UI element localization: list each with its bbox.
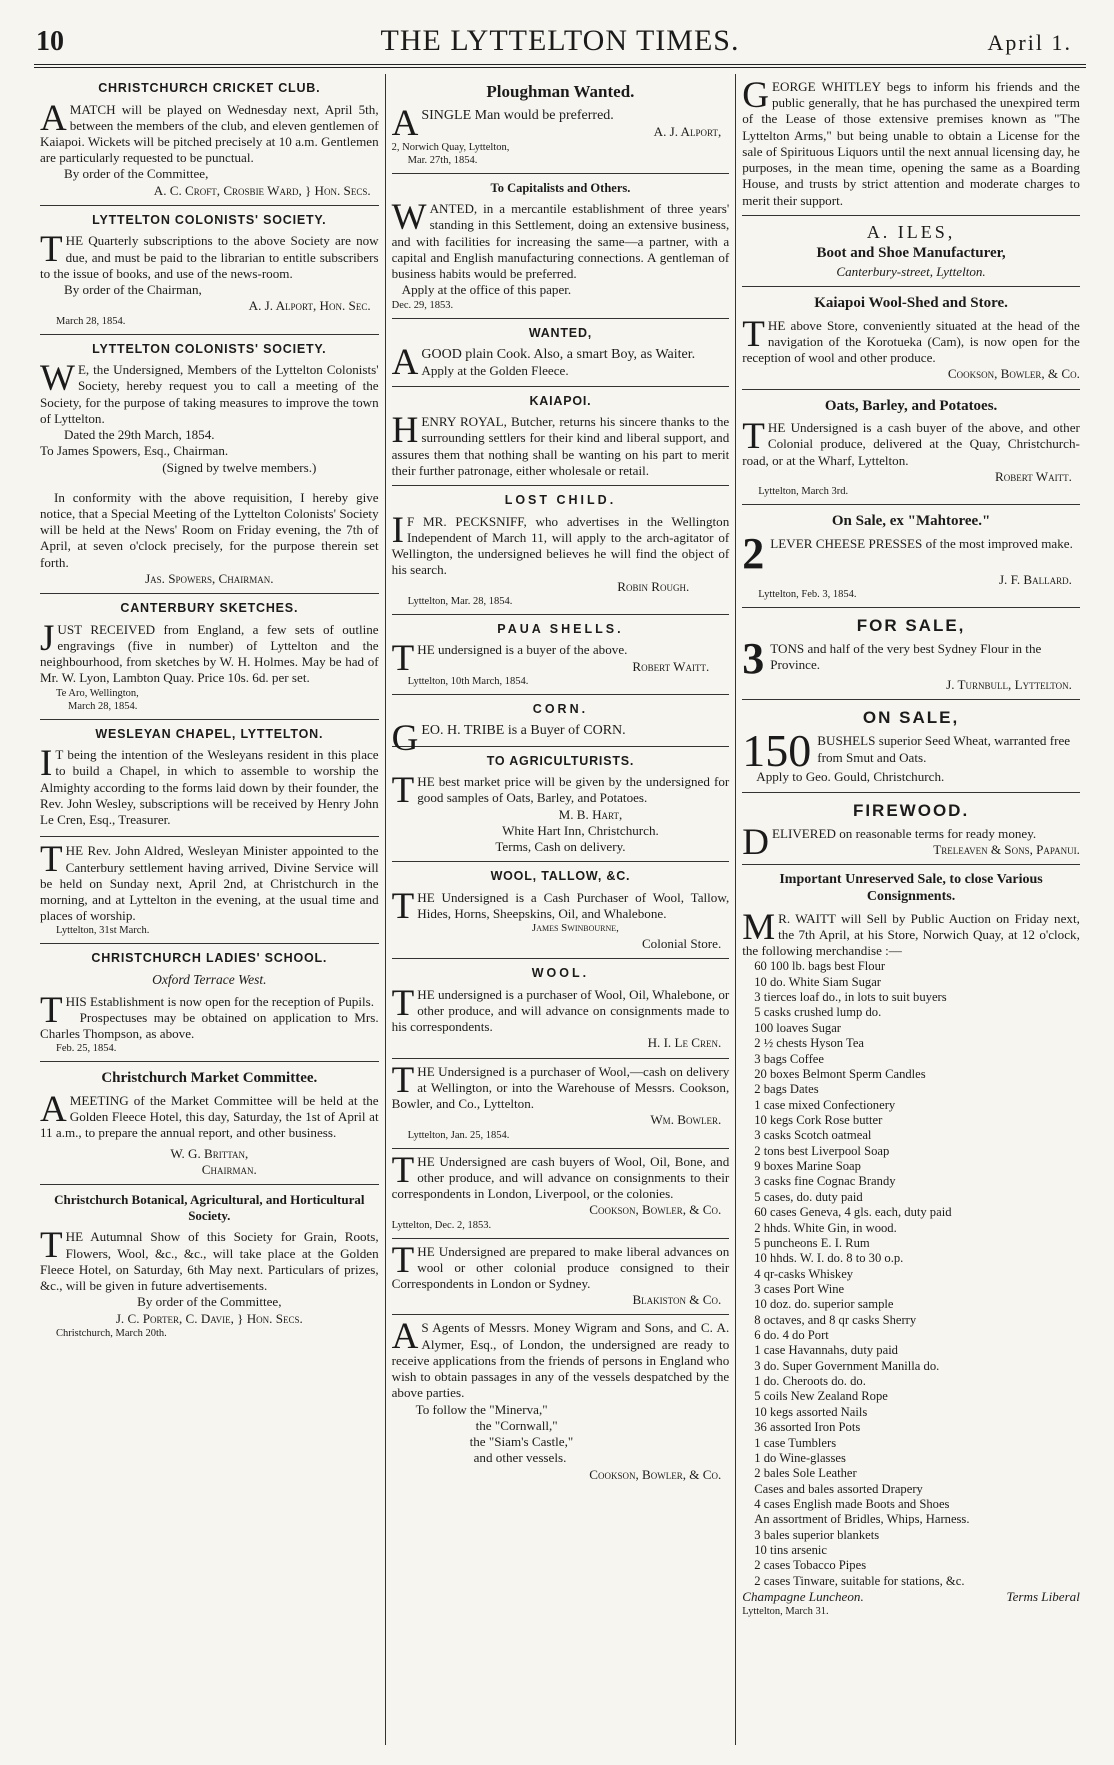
ad-heading: CORN. [532,701,589,716]
auction-terms: Terms Liberal [1006,1589,1080,1605]
ad-lost-child [392,486,730,615]
ad-to: To James Spowers, Esq., Chairman. [40,443,229,459]
ad-heading: Christchurch Botanical, Agricultural, and Horticultural Society. [54,1192,365,1224]
page-number: 10 [36,26,64,57]
auction-lot-item: 1 do. Cheroots do. do. [754,1374,866,1389]
ad-cheese-presses [742,505,1080,608]
ad-body: THE Quarterly subscriptions to the above Society are now due, and must be paid to the librarian to entitle subscribers to the issue of books, and use of the news-room. [40,229,379,281]
ad-signature: Treleaven & Sons, Papanui. [933,841,1080,857]
ad-heading: Oats, Barley, and Potatoes. [824,397,998,414]
ad-heading: PAUA SHELLS. [497,621,624,636]
ad-body: GEO. H. TRIBE is a Buyer of CORN. [391,718,626,760]
ad-heading: CHRISTCHURCH CRICKET CLUB. [98,81,321,95]
auction-lot-item: 3 tierces loaf do., in lots to suit buyers [754,990,947,1005]
ad-date: Lyttelton, March 3rd. [758,486,849,498]
ad-heading: WANTED, [528,325,593,340]
ad-place: Te Aro, Wellington, [56,687,139,699]
ad-date: Lyttelton, 31st March. [56,925,150,937]
newspaper-title: THE LYTTELTON TIMES. [380,24,740,57]
auction-lot-item: 2 tons best Liverpool Soap [754,1143,890,1158]
ad-heading: WOOL. [531,966,590,981]
masthead-rule [34,64,1086,68]
ad-signature-address: Colonial Store. [641,935,722,951]
ad-subheading: Oxford Terrace West. [152,971,267,987]
ad-market-committee [40,1062,379,1185]
ad-signature: A. J. Alport, [653,124,722,140]
auction-lot-item: 2 cases Tobacco Pipes [754,1558,867,1573]
ad-body: JUST RECEIVED from England, a few sets of outline engravings (five in number) of Lyttelton and the neighbourhood, from sketches by W. H. Holmes. May be had of Mr. W. Lyon, Lambton Quay. Price 10s. 6d. per set. [40,617,379,686]
ad-heading: FOR SALE, [856,615,966,635]
ad-date: Lyttelton, 10th March, 1854. [407,675,529,687]
auction-footer [742,1589,1080,1605]
ad-whitley [742,74,1080,216]
auction-lot-item: 1 do Wine-glasses [754,1450,846,1465]
auction-lot-item: 5 puncheons E. I. Rum [754,1235,870,1250]
ad-body: THE best market price will be given by the undersigned for good samples of Oats, Barley, and Potatoes. [391,770,730,812]
ad-auction [742,865,1080,1624]
ad-signature: A. C. Croft, Crosbie Ward, } Hon. Secs. [153,182,371,198]
ad-firewood [742,793,1080,866]
ad-signature: Blakiston & Co. [632,1292,722,1308]
auction-lot-item: 2 hhds. White Gin, in wood. [754,1220,897,1235]
ad-heading: On Sale, ex "Mahtoree." [831,513,991,530]
auction-lot-item: 10 hhds. W. I. do. 8 to 30 o.p. [754,1251,904,1266]
ad-address: Canterbury-street, Lyttelton. [836,263,986,279]
ad-body: IT being the intention of the Wesleyans resident in this place to build a Chapel, in which to assemble to worship the Almighty according to the forms laid down by their founder, the Rev. John Wesley, subscriptions will be received by Henry John Le Cren, Esq., Treasurer. [40,743,379,828]
ad-blakiston [392,1239,730,1316]
masthead [34,22,1086,60]
ad-date: Christchurch, March 20th. [56,1327,167,1339]
auction-lot-item: 2 bales Sole Leather [754,1466,857,1481]
ad-signature: Cookson, Bowler, & Co. [589,1202,722,1218]
auction-lot-item: 60 cases Geneva, 4 gls. each, duty paid [754,1205,952,1220]
auction-lot-item: Cases and bales assorted Drapery [754,1481,923,1496]
ad-body: THE undersigned is a purchaser of Wool, Oil, Whalebone, or other produce, and will advance on consignments made to his correspondents. [391,982,730,1035]
ad-quantity: 2 [742,535,765,572]
ad-order: By order of the Committee, [64,166,209,182]
ad-body: IF MR. PECKSNIFF, who advertises in the Wellington Independent of March 11, will apply to the arch-agitator of Wellington, the undersigned believes he will find the object of his search. [391,509,730,578]
ad-heading: Important Unreserved Sale, to close Various Consignments. [779,872,1043,904]
auction-lot-item: 1 case Tumblers [754,1435,837,1450]
auction-lot-item: 3 bales superior blankets [754,1527,880,1542]
ad-address: 2, Norwich Quay, Lyttelton, [391,141,510,153]
ad-signature: Robin Rough. [617,578,690,594]
auction-lot-item: 8 octaves, and 8 qr casks Sherry [754,1312,917,1327]
ad-body: THE Undersigned is a cash buyer of the above, and other Colonial produce, delivered at the Quay, Christchurch-road, or at the Wharf, Lyttelton. [742,416,1080,468]
ad-colonists-meeting [40,335,379,595]
ad-body: THE Autumnal Show of this Society for Grain, Roots, Flowers, Wool, &c., &c., will take place at the Golden Fleece Hotel, on Saturday, 6th May next. Particulars of prizes, &c., will be given in future advertisements. [40,1225,379,1294]
auction-lot-item: 1 case Havannahs, duty paid [754,1343,898,1358]
ad-order: By order of the Committee, [137,1294,282,1310]
ad-body: ASINGLE Man would be preferred. [391,103,614,145]
ad-ladies-school [40,944,379,1062]
ad-date: Lyttelton, March 31. [742,1606,829,1618]
ad-ship-2: the "Cornwall," [475,1417,558,1433]
ad-body: THE Undersigned is a Cash Purchaser of Wool, Tallow, Hides, Horns, Sheepskins, Oil, and Whalebone. [391,885,730,927]
ad-order: By order of the Chairman, [64,282,202,298]
column-3 [735,74,1086,1745]
ad-heading: TO AGRICULTURISTS. [486,753,635,768]
auction-lot-item: 5 cases, do. duty paid [754,1189,863,1204]
ad-oats-barley [742,390,1080,506]
auction-lot-list [742,959,1080,1589]
auction-lot-item: 10 kegs assorted Nails [754,1404,868,1419]
ad-heading: Christchurch Market Committee. [101,1070,318,1087]
ad-heading: Ploughman Wanted. [486,82,635,101]
ad-canterbury-sketches [40,594,379,719]
ad-iles [742,216,1080,287]
ad-body: WE, the Undersigned, Members of the Lyttelton Colonists' Society, hereby request you to call a meeting of the Society, for the purpose of taking measures to improve the town of Lyttelton. [40,358,379,426]
ad-terms: Terms, Cash on delivery. [495,839,626,855]
auction-lot-item: 2 cases Tinware, suitable for stations, &c. [754,1573,965,1588]
ad-body: AS Agents of Messrs. Money Wigram and Sons, and C. A. Alymer, Esq., of London, the undersigned are ready to receive applications from the friends of persons in England who wish to obtain passages in any of the vessels despatched by the above parties. [391,1316,730,1401]
ad-heading: WESLEYAN CHAPEL, LYTTELTON. [95,726,324,741]
ad-body: THE Undersigned are prepared to make liberal advances on wool or other colonial produce consigned to their Correspondents in London or Sydney. [391,1239,730,1291]
auction-lot-item: 3 cases Port Wine [754,1281,845,1296]
auction-lot-item: 10 kegs Cork Rose butter [754,1113,883,1127]
ad-body: AGOOD plain Cook. Also, a smart Boy, as Waiter. [391,342,696,384]
column-2 [385,74,736,1745]
ad-colonists-subscriptions [40,206,379,335]
auction-lot-item: 100 loaves Sugar [754,1020,841,1035]
ad-body: THIS Establishment is now open for the reception of Pupils. [40,989,374,1031]
ad-quantity: 150 [742,733,812,770]
ad-heading: CHRISTCHURCH LADIES' SCHOOL. [91,951,328,966]
ad-heading: CANTERBURY SKETCHES. [120,601,299,616]
auction-lot-item: 3 casks fine Cognac Brandy [754,1174,896,1189]
ad-heading: FIREWOOD. [852,800,970,820]
ad-date: March 28, 1854. [68,700,138,712]
ad-wool-lecren [392,959,730,1058]
ad-date: Lyttelton, Dec. 2, 1853. [391,1219,492,1231]
ad-apply: Apply at the Golden Fleece. [421,363,569,379]
ad-on-sale-wheat [742,700,1080,792]
ad-ploughman [392,74,730,174]
auction-lot-item: 36 assorted Iron Pots [754,1420,861,1435]
auction-lot-item: An assortment of Bridles, Whips, Harness. [754,1512,970,1527]
ad-heading: KAIAPOI. [529,393,592,408]
issue-date: April 1. [987,30,1072,55]
ad-date: Mar. 27th, 1854. [407,154,478,166]
ad-body: WANTED, in a mercantile establishment of three years' standing in this Settlement, doing an extensive business, and with facilities for increasing the same—a partner, with a capital and English manufacturing connections. A gentleman of business habits would be preferred. [391,197,730,282]
ad-cricket-club [40,74,379,206]
ad-body: THE Undersigned are cash buyers of Wool, Oil, Bone, and other produce, and will advance on consignments to their correspondents in London, Liverpool, or the colonies. [391,1149,730,1202]
ad-heading: To Capitalists and Others. [490,180,631,195]
ad-signature: Jas. Spowers, Chairman. [145,570,274,586]
auction-lot-item: 20 boxes Belmont Sperm Candles [754,1066,926,1081]
ad-signature: J. C. Porter, C. Davie, } Hon. Secs. [115,1310,303,1326]
ad-wanted-cook [392,319,730,387]
ad-date: Lyttelton, Mar. 28, 1854. [407,595,513,607]
ad-notice: In conformity with the above requisition, I hereby give notice, that a Special Meeting of the Lyttelton Colonists' Society will be held at the News' Room on Friday evening, the 7th of April, at seven o'clock precisely, for the purpose therein set forth. [40,489,379,570]
ad-corn [391,695,730,760]
ad-body: DELIVERED on reasonable terms for ready money. [742,821,1037,863]
ad-follow: To follow the "Minerva," [415,1401,548,1417]
ad-capitalists [392,174,730,319]
ad-body: GEORGE WHITLEY begs to inform his friends and the public generally, that he has purchased the unexpired term of the Lease of those extensive premises known as "The Lyttelton Arms," but being unable to obtain a License for the sale of Spirituous Liquors until the next annual licensing day, he purposes, in the mean time, opening the same as a Boarding House, and trusts by strict attention and moderate charges to merit their support. [742,75,1080,208]
ad-body: MR. WAITT will Sell by Public Auction on Friday next, the 7th April, at his Store, Norwich Quay, at 12 o'clock, the following merchandise :— [742,906,1080,959]
ad-ship-4: and other vessels. [473,1450,567,1466]
column-1 [34,74,385,1745]
ad-cookson-buyers [392,1149,730,1239]
auction-lot-item: 3 do. Super Government Manilla do. [754,1358,940,1373]
ad-heading: Kaiapoi Wool-Shed and Store. [814,295,1008,312]
ad-signature: Robert Waitt. [632,658,710,674]
ad-signature: H. I. Le Cren. [647,1035,722,1051]
ad-dated: Dated the 29th March, 1854. [64,427,215,443]
ad-apply: Apply to Geo. Gould, Christchurch. [756,769,945,785]
ad-signature: Cookson, Bowler, & Co. [589,1466,722,1482]
ad-quantity: 3 [742,641,765,678]
ad-body: LEVER CHEESE PRESSES of the most improved make. [770,535,1073,551]
ad-signature: M. B. Hart, [558,806,623,822]
ad-body: AMEETING of the Market Committee will be held at the Golden Fleece Hotel, this day, Saturday, the 1st of April at 11 a.m., to prepare the annual report, and other business. [40,1089,379,1141]
auction-luncheon: Champagne Luncheon. [742,1589,864,1605]
ad-ship-3: the "Siam's Castle," [469,1434,574,1450]
auction-lot-item: 5 casks crushed lump do. [754,1005,882,1020]
auction-lot-item: 10 doz. do. superior sample [754,1297,894,1312]
ad-body: AMATCH will be played on Wednesday next, April 5th, between the members of the club, and eleven gentlemen of Kaiapoi. Wickets will be pitched precisely at 10 a.m. Gentlemen are particularly requested to be punctual. [40,97,379,166]
ad-body: TONS and half of the very best Sydney Flour in the Province. [770,641,1042,673]
ad-signature: Wm. Bowler. [650,1112,722,1128]
ad-heading: LYTTELTON COLONISTS' SOCIETY. [92,341,327,356]
auction-lot-item: 5 coils New Zealand Rope [754,1389,888,1404]
auction-lot-item: 2 bags Dates [754,1082,819,1097]
ad-signature: J. F. Ballard. [998,571,1072,587]
ad-body: THE undersigned is a buyer of the above. [391,638,628,680]
columns [34,74,1086,1745]
ad-heading: LYTTELTON COLONISTS' SOCIETY. [92,212,327,227]
ad-apply: Apply at the office of this paper. [401,282,572,298]
auction-lot-item: 6 do. 4 do Port [754,1328,829,1343]
auction-lot-item: 1 case mixed Confectionery [754,1097,896,1112]
ad-body: THE Undersigned is a purchaser of Wool,—cash on delivery at Wellington, or into the Warehouse of Messrs. Cookson, Bowler, and Co., Lyttelton. [391,1059,730,1112]
auction-lot-item: 4 qr-casks Whiskey [754,1266,854,1281]
ad-signature: James Swinbourne, [531,922,619,935]
ad-body-2: THE Rev. John Aldred, Wesleyan Minister appointed to the Canterbury settlement having arrived, Divine Service will be held on Sunday next, April 2nd, at Christchurch in the morning, and at Lyttelton in the evening, at the usual time and places of worship. [40,839,379,924]
ad-trade: Boot and Shoe Manufacturer, [816,245,1006,262]
ad-wesleyan-chapel [40,720,379,945]
ad-signature-title: Chairman. [201,1161,257,1177]
ad-signature: Cookson, Bowler, & Co. [947,366,1080,382]
ad-wool-shed [742,287,1080,390]
ad-date: March 28, 1854. [56,315,126,327]
ad-heading: WOOL, TALLOW, &C. [490,869,631,884]
ad-wool-tallow [392,862,730,959]
ad-heading: ON SALE, [862,708,960,728]
auction-lot-item: 2 ½ chests Hyson Tea [754,1036,865,1051]
ad-date: Dec. 29, 1853. [391,299,454,311]
ad-signature: W. G. Brittan, [170,1145,249,1161]
auction-lot-item: 10 do. White Siam Sugar [754,974,881,989]
ad-signature: Robert Waitt. [995,468,1072,484]
ad-signed: (Signed by twelve members.) [162,459,317,475]
ad-botanical-society [40,1185,379,1346]
auction-lot-item: 3 casks Scotch oatmeal [754,1128,872,1143]
ad-kaiapoi-butcher [392,387,730,486]
ad-body: THE above Store, conveniently situated at the head of the navigation of the Korotueka (Cam), is now open for the reception of wool and other produce. [742,313,1080,366]
auction-lot-item: 3 bags Coffee [754,1051,824,1066]
ad-wool-bowler [392,1059,730,1149]
auction-lot-item: 9 boxes Marine Soap [754,1159,861,1174]
ad-signature: J. Turnbull, Lyttelton. [946,677,1072,693]
ad-agriculturists [392,747,730,863]
ad-body: HENRY ROYAL, Butcher, returns his sincere thanks to the surrounding settlers for their kind and liberal support, and assures them that nothing shall be wanting on his part to merit their further patronage, either wholesale or retail. [391,410,730,478]
ad-body-2: Prospectuses may be obtained on application to Mrs. Charles Thompson, as above. [40,1009,379,1042]
ad-passage-agents [392,1315,730,1488]
ad-date: Lyttelton, Jan. 25, 1854. [407,1129,510,1141]
auction-lot-item: 60 100 lb. bags best Flour [754,959,886,974]
ad-signature-address: White Hart Inn, Christchurch. [502,822,659,838]
ad-date: Feb. 25, 1854. [56,1043,117,1055]
ad-signature: A. J. Alport, Hon. Sec. [248,298,371,314]
ad-paua-shells [392,615,730,695]
ad-date: Lyttelton, Feb. 3, 1854. [758,588,857,600]
ad-for-sale-flour [742,608,1080,700]
auction-lot-item: 10 tins arsenic [754,1543,827,1558]
ad-heading: LOST CHILD. [504,493,617,508]
auction-lot-item: 4 cases English made Boots and Shoes [754,1496,950,1511]
ad-body: BUSHELS superior Seed Wheat, warranted free from Smut and Oats. [817,733,1071,765]
ad-name: A. ILES, [866,221,956,242]
